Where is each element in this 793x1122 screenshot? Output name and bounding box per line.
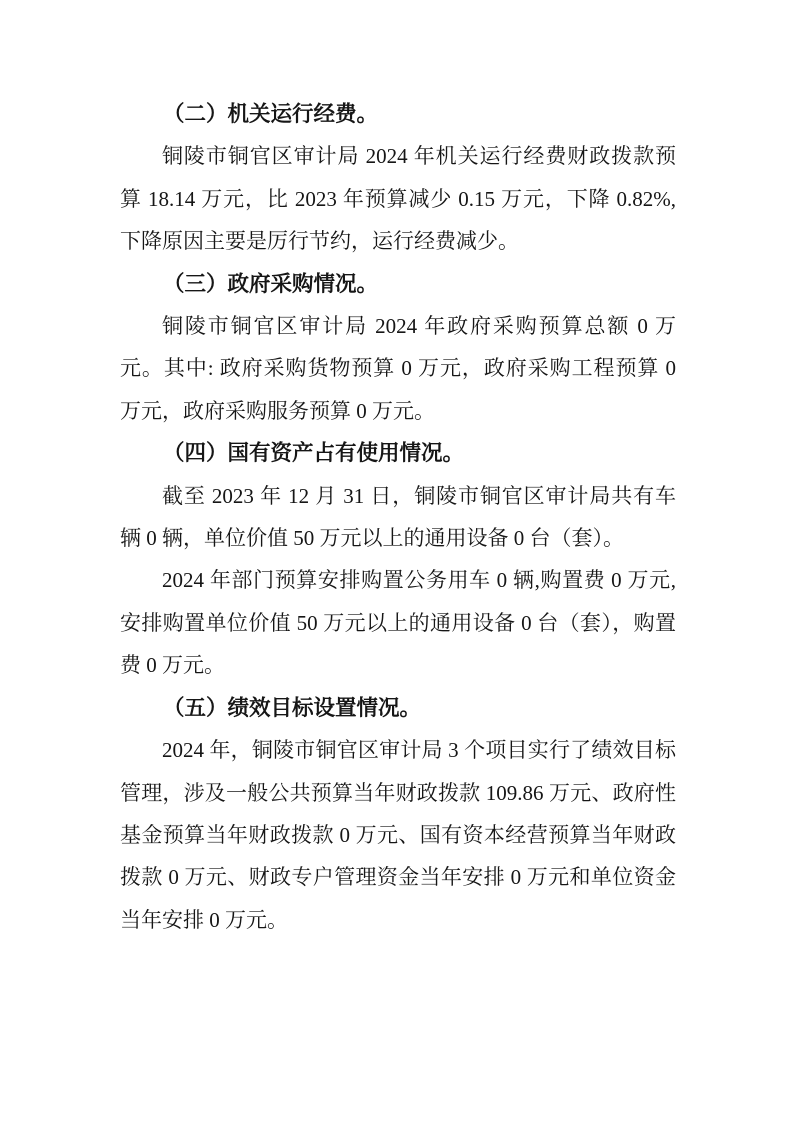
document-content (120, 93, 676, 941)
section-paragraph: 铜陵市铜官区审计局 2024 年政府采购预算总额 0 万元。其中: 政府采购货物预算 0 万元，政府采购工程预算 0 万元，政府采购服务预算 0 万元。 (120, 314, 676, 423)
section-paragraph: 2024 年，铜陵市铜官区审计局 3 个项目实行了绩效目标管理，涉及一般公共预算当年财政拨款 109.86 万元、政府性基金预算当年财政拨款 0 万元、国有资本经营预算当年财政拨款 0 万元、财政专户管理资金当年安排 0 万元和单位资金当年安排 0 万元。 (120, 738, 676, 932)
section-heading: （四）国有资产占有使用情况。 (163, 441, 465, 466)
section-paragraph: 2024 年部门预算安排购置公务用车 0 辆,购置费 0 万元,安排购置单位价值 50 万元以上的通用设备 0 台（套），购置费 0 万元。 (120, 568, 676, 678)
section-heading: （二）机关运行经费。 (163, 102, 379, 126)
section-paragraph: 铜陵市铜官区审计局 2024 年机关运行经费财政拨款预算 18.14 万元，比 2023 年预算减少 0.15 万元，下降 0.82%,下降原因主要是厉行节约，运行经费减少。 (120, 144, 676, 254)
section-paragraph: 截至 2023 年 12 月 31 日，铜陵市铜官区审计局共有车辆 0 辆，单位价值 50 万元以上的通用设备 0 台（套）。 (120, 483, 676, 551)
section-heading: （三）政府采购情况。 (163, 271, 379, 296)
section-heading: （五）绩效目标设置情况。 (163, 695, 422, 720)
